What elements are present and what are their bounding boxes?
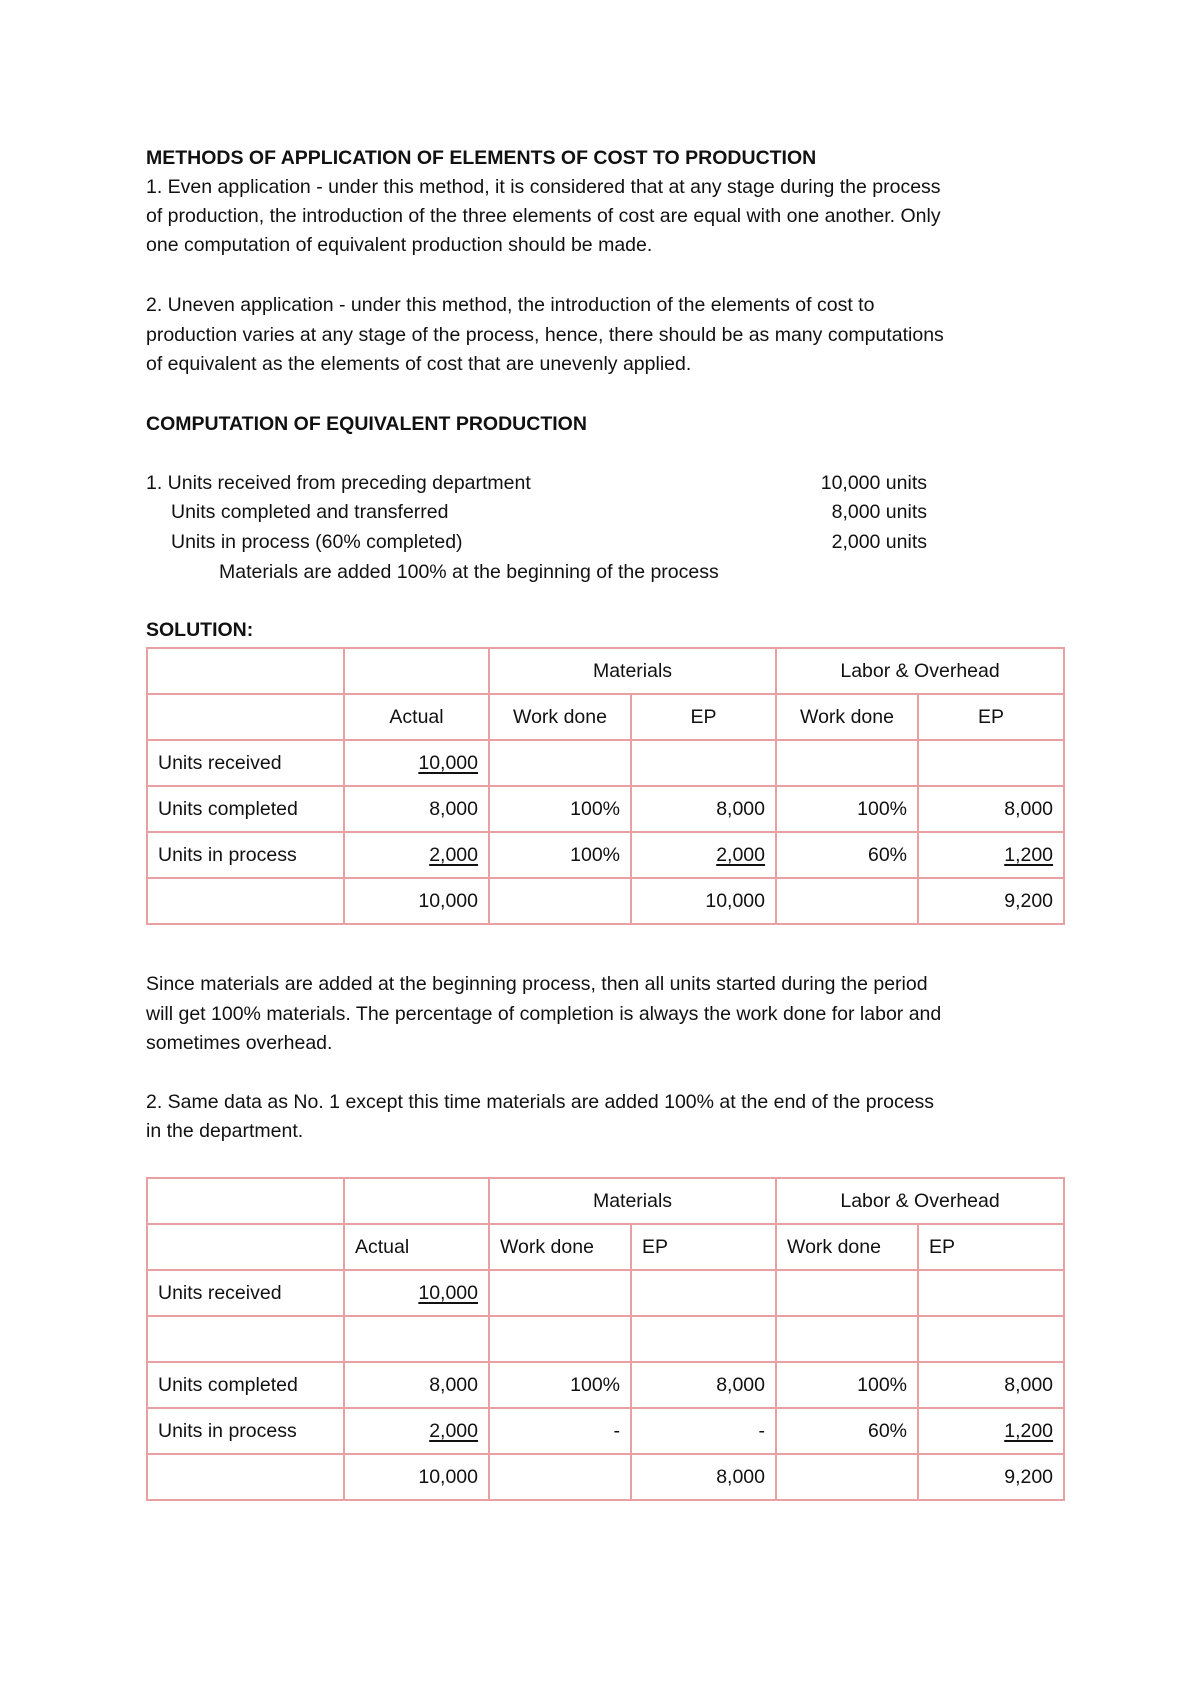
problem-label: Units in process (60% completed) <box>171 531 463 553</box>
table-row <box>147 1270 1064 1316</box>
paragraph-line: of production, the introduction of the three elements of cost are equal with one another. Only <box>146 205 941 227</box>
solution-label: SOLUTION: <box>146 619 254 641</box>
cell: Units received <box>147 1270 344 1316</box>
table-row <box>147 832 1064 878</box>
cell: 8,000 <box>344 786 489 832</box>
paragraph-line: production varies at any stage of the process, hence, there should be as many computations <box>146 324 944 346</box>
cell: 10,000 <box>344 878 489 924</box>
header-labor-overhead: Labor & Overhead <box>776 648 1064 694</box>
header-cell: EP <box>918 694 1064 740</box>
cell: 100% <box>489 1362 631 1408</box>
cell: 1,200 <box>1004 1419 1054 1442</box>
header-materials: Materials <box>489 648 776 694</box>
header-cell: EP <box>918 1224 1064 1270</box>
table-header-row <box>147 1178 1064 1224</box>
header-materials: Materials <box>489 1178 776 1224</box>
paragraph-line: sometimes overhead. <box>146 1032 333 1054</box>
cell: 10,000 <box>418 1281 478 1304</box>
table-row <box>147 1454 1064 1500</box>
table-row <box>147 1316 1064 1362</box>
cell: 8,000 <box>918 1362 1064 1408</box>
table-header-row <box>147 648 1064 694</box>
paragraph-line: Since materials are added at the beginning process, then all units started during the period <box>146 973 928 995</box>
paragraph-line: 2. Same data as No. 1 except this time materials are added 100% at the end of the process <box>146 1091 935 1113</box>
header-cell: Work done <box>489 1224 631 1270</box>
cell: - <box>489 1408 631 1454</box>
cell: 8,000 <box>344 1362 489 1408</box>
problem-label: 1. Units received from preceding department <box>146 472 531 494</box>
header-cell: Work done <box>776 694 918 740</box>
cell: 8,000 <box>631 786 776 832</box>
table-row <box>147 786 1064 832</box>
cell: 60% <box>776 832 918 878</box>
cell: 2,000 <box>429 843 478 866</box>
cell: 100% <box>776 1362 918 1408</box>
cell: 100% <box>489 786 631 832</box>
cell: Units in process <box>147 1408 344 1454</box>
header-labor-overhead: Labor & Overhead <box>776 1178 1064 1224</box>
paragraph-line: 2. Uneven application - under this method, the introduction of the elements of cost to <box>146 294 875 316</box>
cell: 60% <box>776 1408 918 1454</box>
table-row <box>147 1362 1064 1408</box>
table-header-row <box>147 694 1064 740</box>
paragraph-line: of equivalent as the elements of cost that are unevenly applied. <box>146 353 692 375</box>
paragraph-line: 1. Even application - under this method, it is considered that at any stage during the process <box>146 176 941 198</box>
problem-label: Units completed and transferred <box>171 501 449 523</box>
section-title: METHODS OF APPLICATION OF ELEMENTS OF COST TO PRODUCTION <box>146 147 817 169</box>
cell: 100% <box>776 786 918 832</box>
cell: 8,000 <box>631 1362 776 1408</box>
cell: 2,000 <box>429 1419 478 1442</box>
cell: Units completed <box>147 786 344 832</box>
equivalent-production-table-1 <box>146 647 1065 925</box>
table-header-row <box>147 1224 1064 1270</box>
problem-value: 10,000 units <box>820 472 927 494</box>
cell: 10,000 <box>344 1454 489 1500</box>
header-cell: EP <box>631 694 776 740</box>
table-row <box>147 878 1064 924</box>
cell: 9,200 <box>918 878 1064 924</box>
section-title: COMPUTATION OF EQUIVALENT PRODUCTION <box>146 413 587 435</box>
problem-value: 2,000 units <box>831 531 927 553</box>
cell: 100% <box>489 832 631 878</box>
cell: Units in process <box>147 832 344 878</box>
equivalent-production-table-2 <box>146 1177 1065 1501</box>
header-cell: EP <box>631 1224 776 1270</box>
header-cell: Actual <box>344 694 489 740</box>
cell: - <box>631 1408 776 1454</box>
cell: 8,000 <box>918 786 1064 832</box>
table-row <box>147 740 1064 786</box>
table-row <box>147 1408 1064 1454</box>
paragraph-line: one computation of equivalent production should be made. <box>146 234 653 256</box>
cell: 10,000 <box>418 751 478 774</box>
cell: 2,000 <box>716 843 766 866</box>
problem-value: 8,000 units <box>831 501 927 523</box>
paragraph-line: in the department. <box>146 1120 304 1142</box>
paragraph-line: will get 100% materials. The percentage of completion is always the work done for labor and <box>146 1003 942 1025</box>
cell: 1,200 <box>1004 843 1054 866</box>
header-cell: Work done <box>776 1224 918 1270</box>
cell: 10,000 <box>631 878 776 924</box>
cell: 9,200 <box>918 1454 1064 1500</box>
cell: 8,000 <box>631 1454 776 1500</box>
cell: Units received <box>147 740 344 786</box>
header-cell: Actual <box>344 1224 489 1270</box>
header-cell: Work done <box>489 694 631 740</box>
problem-note: Materials are added 100% at the beginning of the process <box>219 561 719 583</box>
cell: Units completed <box>147 1362 344 1408</box>
